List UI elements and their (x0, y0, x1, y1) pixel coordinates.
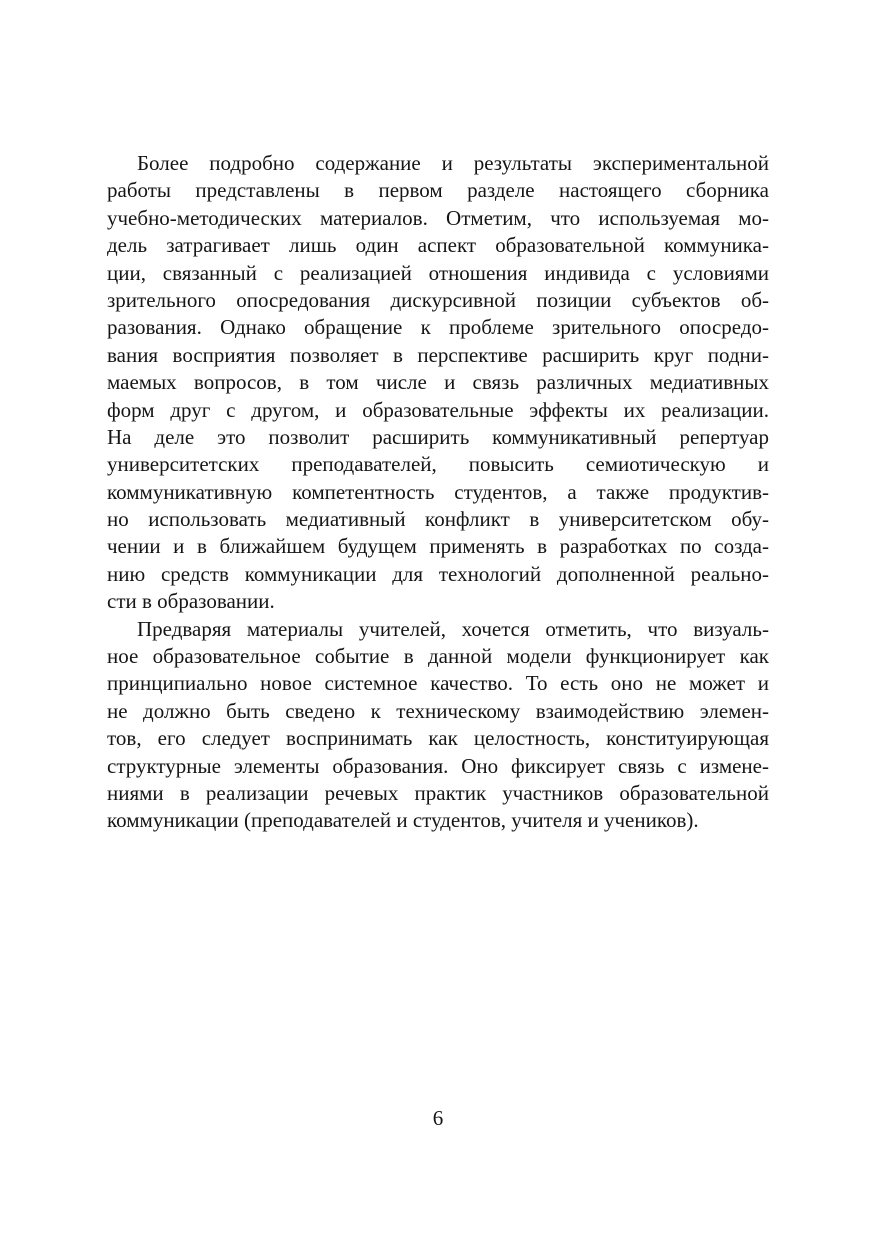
paragraph-line: вания восприятия позволяет в перспективе расширить круг подни- (107, 342, 769, 367)
paragraph-line: сти в образовании. (107, 589, 275, 614)
paragraph-line: ции, связанный с реализацией отношения индивида с условиями (107, 260, 769, 285)
paragraph-2 (107, 616, 769, 835)
paragraph-line: принципиально новое системное качество. То есть оно не может и (107, 671, 769, 696)
paragraph-line: университетских преподавателей, повысить семиотическую и (107, 452, 769, 477)
paragraph-line: разования. Однако обращение к проблеме зрительного опосредо- (107, 315, 769, 340)
paragraph-line: маемых вопросов, в том числе и связь различных медиативных (107, 370, 769, 395)
paragraph-line: ниями в реализации речевых практик участников образовательной (107, 780, 769, 805)
paragraph-line: зрительного опосредования дискурсивной позиции субъектов об- (107, 287, 769, 312)
paragraph-line: не должно быть сведено к техническому взаимодействию элемен- (107, 698, 769, 723)
paragraph-line: но использовать медиативный конфликт в университетском обу- (107, 507, 769, 532)
paragraph-line: работы представлены в первом разделе настоящего сборника (107, 178, 769, 203)
paragraph-line: ное образовательное событие в данной модели функционирует как (107, 644, 769, 669)
body-text (107, 150, 769, 835)
paragraph-1 (107, 150, 769, 616)
paragraph-line: дель затрагивает лишь один аспект образовательной коммуника- (107, 233, 769, 258)
page-number: 6 (432, 1106, 444, 1130)
paragraph-line: Более подробно содержание и результаты экспериментальной (137, 151, 769, 175)
paragraph-line: коммуникации (преподавателей и студентов, учителя и учеников). (107, 808, 699, 833)
paragraph-line: тов, его следует воспринимать как целостность, конституирующая (107, 726, 769, 751)
paragraph-line: коммуникативную компетентность студентов, а также продуктив- (107, 479, 769, 504)
paragraph-line: нию средств коммуникации для технологий дополненной реально- (107, 561, 769, 586)
paragraph-line: Предваряя материалы учителей, хочется отметить, что визуаль- (137, 616, 769, 641)
paragraph-line: учебно-методических материалов. Отметим, что используемая мо- (107, 205, 769, 230)
paragraph-line: структурные элементы образования. Оно фиксирует связь с измене- (107, 753, 769, 778)
paragraph-line: форм друг с другом, и образовательные эффекты их реализации. (107, 397, 769, 422)
paragraph-line: чении и в ближайшем будущем применять в разработках по созда- (107, 534, 769, 559)
paragraph-line: На деле это позволит расширить коммуникативный репертуар (107, 424, 769, 449)
